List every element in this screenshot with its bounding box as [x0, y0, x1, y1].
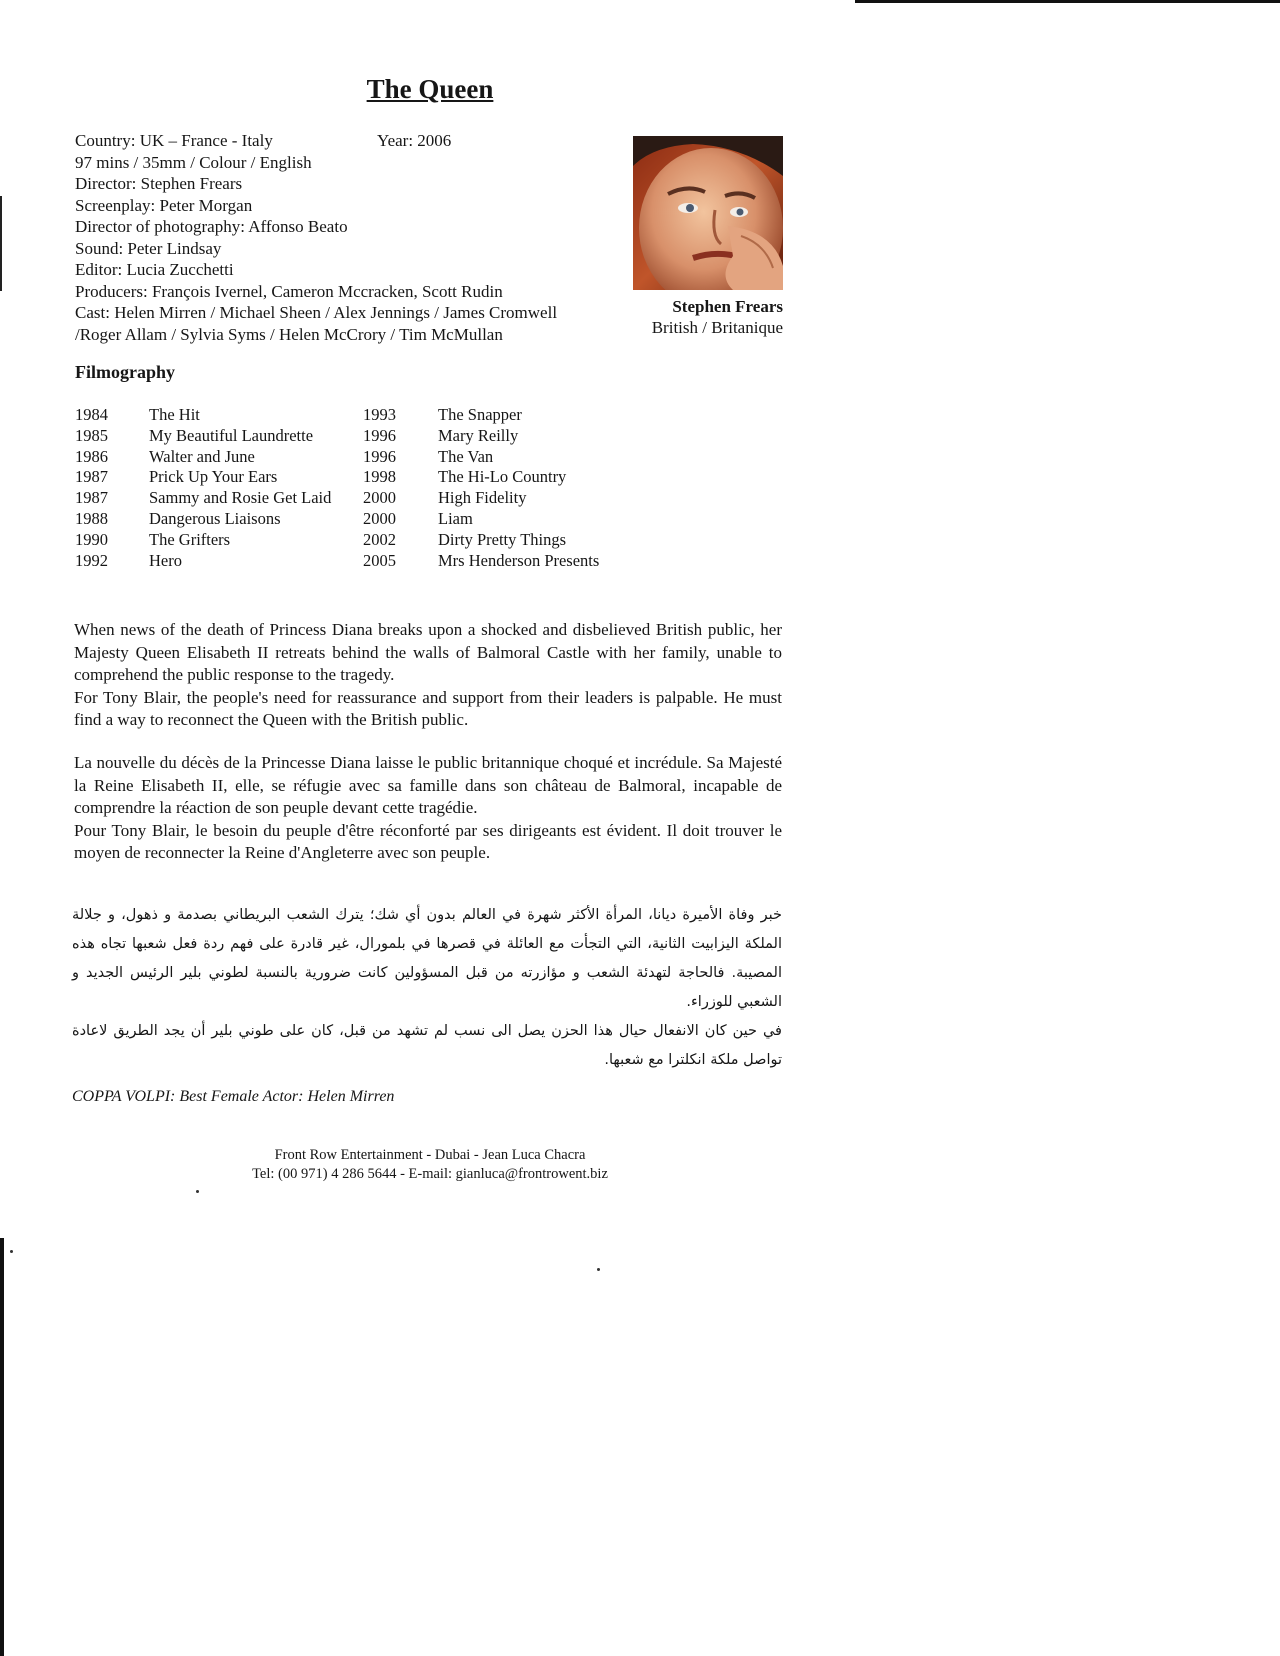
- cast-line: /Roger Allam / Sylvia Syms / Helen McCrory / Tim McMullan: [75, 324, 503, 344]
- film-title: The Hi-Lo Country: [438, 467, 567, 487]
- film-year: 1986: [75, 446, 108, 466]
- film-year: 1990: [75, 529, 108, 549]
- director-name: Stephen Frears: [672, 297, 783, 316]
- producers-line: Producers: François Ivernel, Cameron Mccracken, Scott Rudin: [75, 281, 503, 301]
- synopsis-paragraph: Pour Tony Blair, le besoin du peuple d'être réconforté par ses dirigeants est évident. Il doit trouver le moyen de reconnecter la Reine d'Angleterre avec son peuple.: [74, 820, 782, 862]
- synopsis-english: [74, 619, 782, 732]
- film-title: Liam: [438, 508, 473, 528]
- synopsis-arabic: [72, 901, 782, 1075]
- film-year: 2005: [363, 550, 396, 570]
- film-title: Walter and June: [149, 446, 255, 466]
- editor-line: Editor: Lucia Zucchetti: [75, 260, 234, 279]
- film-title: The Van: [438, 446, 494, 466]
- film-title: My Beautiful Laundrette: [149, 425, 314, 445]
- film-year: 1992: [75, 550, 108, 570]
- filmography-years-left: [75, 405, 108, 571]
- scan-speck: [10, 1250, 13, 1253]
- film-year: 1987: [75, 467, 108, 487]
- film-year: 2000: [363, 508, 396, 528]
- film-year: 1988: [75, 508, 108, 528]
- screenplay-line: Screenplay: Peter Morgan: [75, 195, 253, 215]
- film-year: 1996: [363, 425, 396, 445]
- film-year: 1985: [75, 425, 108, 445]
- filmography-titles-left: [149, 405, 331, 571]
- film-title: Mary Reilly: [438, 425, 519, 445]
- film-title: Sammy and Rosie Get Laid: [149, 488, 332, 508]
- film-title: Hero: [149, 550, 182, 570]
- footer-contact: Tel: (00 971) 4 286 5644 - E-mail: gianluca@frontrowent.biz: [252, 1166, 608, 1182]
- film-title: Mrs Henderson Presents: [438, 550, 600, 570]
- filmography-heading: Filmography: [75, 362, 176, 382]
- film-title: The Hit: [149, 405, 200, 424]
- director-nationality: British / Britanique: [651, 318, 783, 337]
- scan-speck: [196, 1190, 199, 1193]
- film-year: 2000: [363, 488, 396, 508]
- synopsis-paragraph: في حين كان الانفعال حيال هذا الحزن يصل الى نسب لم تشهد من قبل، كان على طوني بلير أن يجد الطريق لاعادة تواصل ملكة انكلترا مع شعبها.: [72, 1023, 782, 1068]
- director-line: Director: Stephen Frears: [75, 174, 243, 193]
- film-year: 2002: [363, 529, 396, 549]
- film-title: High Fidelity: [438, 488, 527, 508]
- film-title: Prick Up Your Ears: [149, 467, 278, 487]
- synopsis-paragraph: خبر وفاة الأميرة ديانا، المرأة الأكثر شهرة في العالم بدون أي شك؛ يترك الشعب البريطاني بصدمة و ذهول، و جلالة الملكة اليزابيت الثانية، التي التجأت مع العائلة في قصرها في بلمورال، غير قادرة على فهم ردة فعل شعبها تجاه هذه المصيبة. فالحاجة لتهدئة الشعب و مؤازرته من قبل المسؤولين كانت ضرورية بالنسبة لطوني بلير الرئيس الجديد و الشعبي للوزراء.: [72, 907, 782, 1010]
- scan-edge-mark: [0, 196, 2, 291]
- film-title: Dangerous Liaisons: [149, 508, 281, 528]
- film-year: 1998: [363, 467, 396, 487]
- award-line: COPPA VOLPI: Best Female Actor: Helen Mirren: [72, 1088, 395, 1105]
- director-portrait-image: [633, 136, 783, 290]
- film-title: Dirty Pretty Things: [438, 529, 567, 549]
- synopsis-french: [74, 752, 782, 865]
- synopsis-paragraph: For Tony Blair, the people's need for reassurance and support from their leaders is palpable. He must find a way to reconnect the Queen with the British public.: [74, 687, 782, 729]
- photography-line: Director of photography: Affonso Beato: [75, 217, 348, 236]
- filmography-titles-right: [438, 405, 599, 571]
- scan-edge-mark: [0, 1238, 4, 1656]
- director-portrait: [633, 136, 783, 290]
- synopsis-paragraph: La nouvelle du décès de la Princesse Diana laisse le public britannique choqué et incrédule. Sa Majesté la Reine Elisabeth II, elle, se réfugie avec sa famille dans son château de Balmoral, incapable de comprendre la réaction de son peuple devant cette tragédie.: [74, 753, 782, 817]
- filmography-years-right: [363, 405, 396, 571]
- country-line: Country: UK – France - Italy: [75, 131, 273, 150]
- film-year: 1993: [363, 405, 396, 424]
- format-line: 97 mins / 35mm / Colour / English: [75, 152, 312, 172]
- synopsis-paragraph: When news of the death of Princess Diana breaks upon a shocked and disbelieved British public, her Majesty Queen Elisabeth II retreats behind the walls of Balmoral Castle with her family, unable to comprehend the public response to the tragedy.: [74, 620, 782, 684]
- sound-line: Sound: Peter Lindsay: [75, 238, 222, 258]
- filmography-list: [75, 405, 635, 575]
- footer-company: Front Row Entertainment - Dubai - Jean Luca Chacra: [274, 1147, 586, 1163]
- scan-edge-line: [855, 0, 1280, 3]
- scan-speck: [597, 1268, 600, 1271]
- film-credits: [75, 130, 557, 345]
- film-title: The Grifters: [149, 529, 231, 549]
- page-title: The Queen: [366, 74, 494, 104]
- film-year: 1996: [363, 446, 396, 466]
- film-title: The Snapper: [438, 405, 522, 424]
- year-line: Year: 2006: [377, 131, 452, 150]
- contact-footer: [0, 1146, 860, 1184]
- film-year: 1984: [75, 405, 108, 424]
- cast-line: Cast: Helen Mirren / Michael Sheen / Alex Jennings / James Cromwell: [75, 303, 558, 322]
- film-year: 1987: [75, 488, 108, 508]
- portrait-caption: [600, 296, 783, 338]
